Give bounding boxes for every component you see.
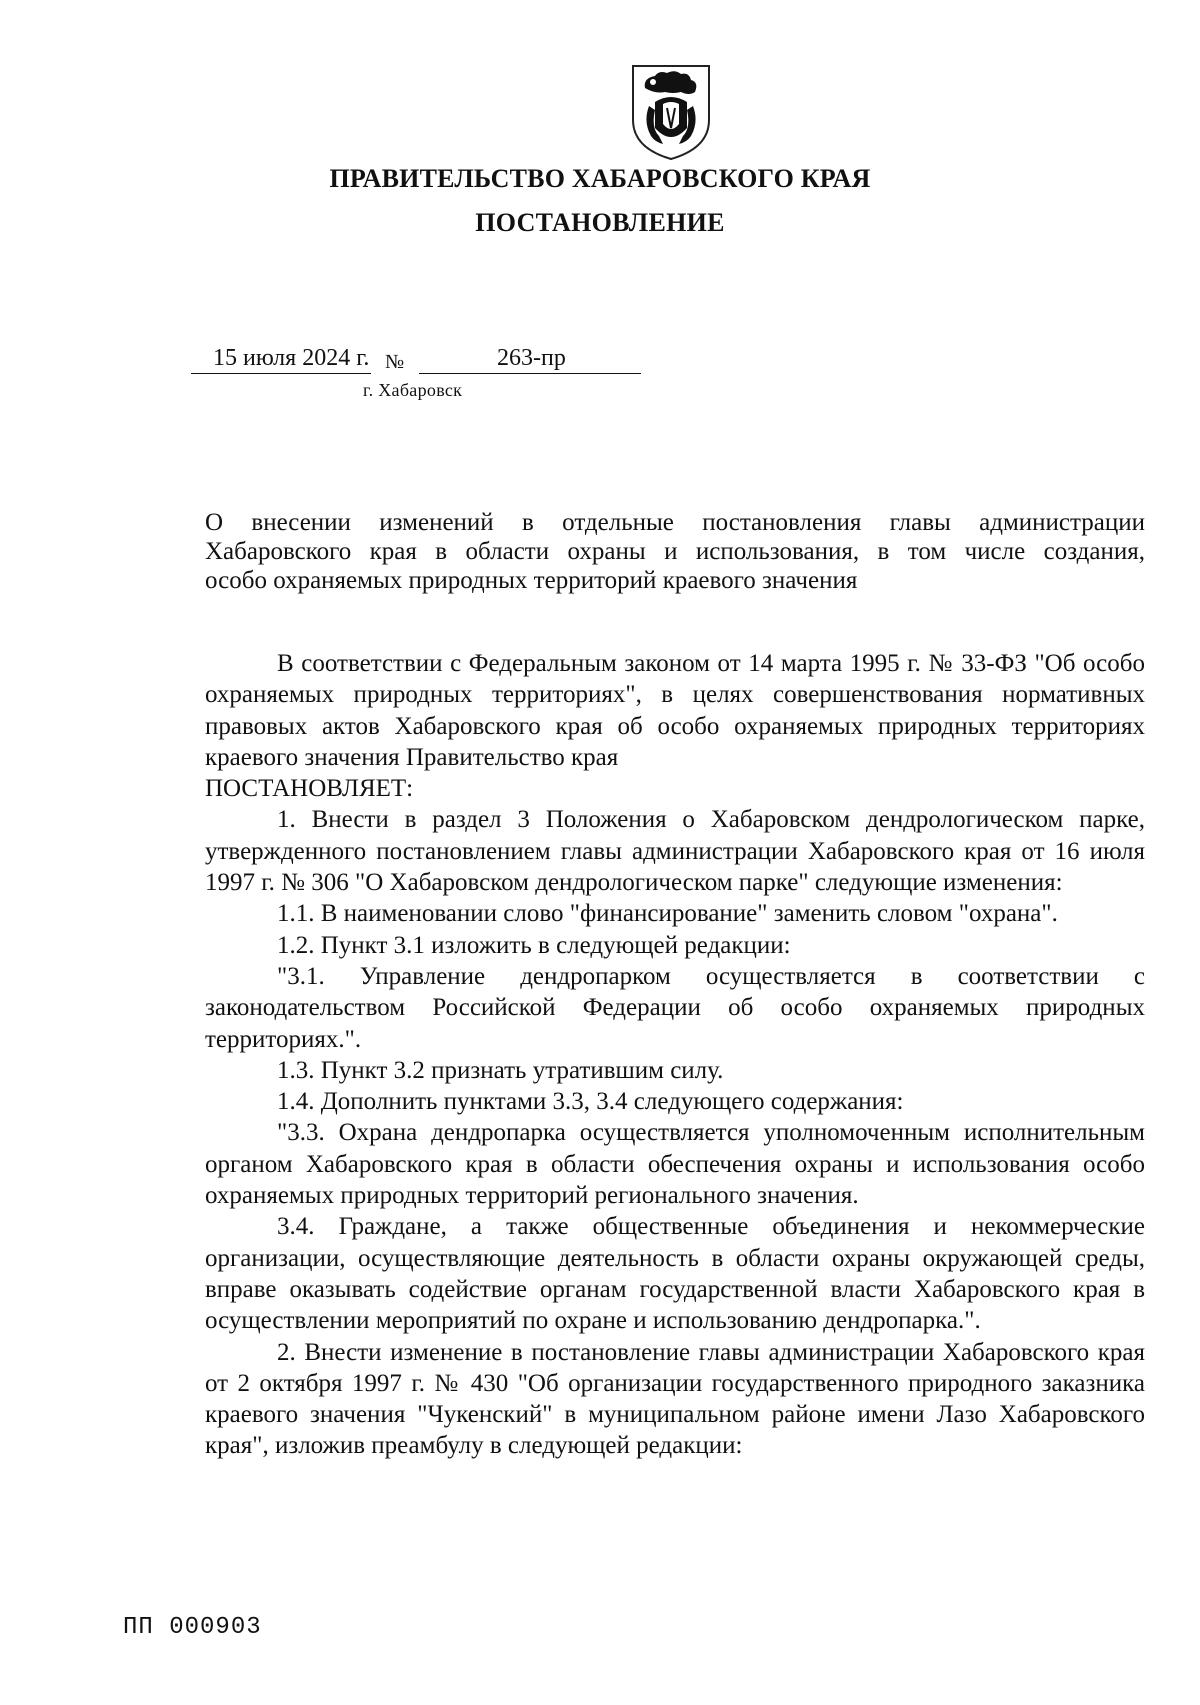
paragraph-item-2: 2. Внести изменение в постановление главы администрации Хабаровского края от 2 октября 1997 г. № 430 "Об организации государственного природного заказника краевого значения "Чукенский" в муниципальном районе имени Лазо Хабаровского края", изложив преамбулу в следующей редакции: <box>205 1338 1145 1460</box>
subject-line: особо охраняемых природных территорий краевого значения <box>205 567 858 594</box>
document-number: 263-пр <box>497 345 566 371</box>
footer-code: ПП 000903 <box>123 1614 262 1641</box>
subject-line: Хабаровского края в области охраны и использования, в том числе создания, <box>205 538 1145 565</box>
document-subject <box>205 508 1145 595</box>
paragraph-item-1: 1. Внести в раздел 3 Положения о Хабаровском дендрологическом парке, утвержденного постановлением главы администрации Хабаровского края от 16 июля 1997 г. № 306 "О Хабаровском дендрологическом парке" следующие изменения: <box>205 806 1145 897</box>
paragraph-item-1-4: 1.4. Дополнить пунктами 3.3, 3.4 следующего содержания: <box>277 1088 904 1116</box>
paragraph-resolves: ПОСТАНОВЛЯЕТ: <box>205 775 414 803</box>
document-city: г. Хабаровск <box>363 380 463 400</box>
paragraph-item-1-2: 1.2. Пункт 3.1 изложить в следующей редакции: <box>277 931 791 959</box>
paragraph-preamble: В соответствии с Федеральным законом от 14 марта 1995 г. № 33-ФЗ "Об особо охраняемых природных территориях", в целях совершенствования нормативных правовых актов Хабаровского края об особо охраняемых природных территориях краевого значения Правительство края <box>205 650 1145 771</box>
number-sign: № <box>385 351 405 373</box>
paragraph-item-1-1: 1.1. В наименовании слово "финансирование" заменить словом "охрана". <box>277 900 1058 928</box>
paragraph-item-1-3: 1.3. Пункт 3.2 признать утратившим силу. <box>277 1056 724 1084</box>
document-body <box>205 648 1145 1462</box>
paragraph-quote-3-1: "3.1. Управление дендропарком осуществляется в соответствии с законодательством Российской Федерации об особо охраняемых природных территориях.". <box>205 962 1145 1053</box>
coat-of-arms-icon <box>629 62 713 162</box>
paragraph-quote-3-3: "3.3. Охрана дендропарка осуществляется уполномоченным исполнительным органом Хабаровского края в области обеспечения охраны и использования особо охраняемых природных территорий регионального значения. <box>205 1119 1145 1210</box>
paragraph-quote-3-4: 3.4. Граждане, а также общественные объединения и некоммерческие организации, осуществляющие деятельность в области охраны окружающей среды, вправе оказывать содействие органам государственной власти Хабаровского края в осуществлении мероприятий по охране и использованию дендропарка.". <box>205 1213 1145 1335</box>
document-date: 15 июля 2024 г. <box>213 345 370 371</box>
subject-line: О внесении изменений в отдельные постановления главы администрации <box>205 509 1145 536</box>
document-kind: ПОСТАНОВЛЕНИЕ <box>475 208 725 237</box>
government-name: ПРАВИТЕЛЬСТВО ХАБАРОВСКОГО КРАЯ <box>329 164 871 193</box>
